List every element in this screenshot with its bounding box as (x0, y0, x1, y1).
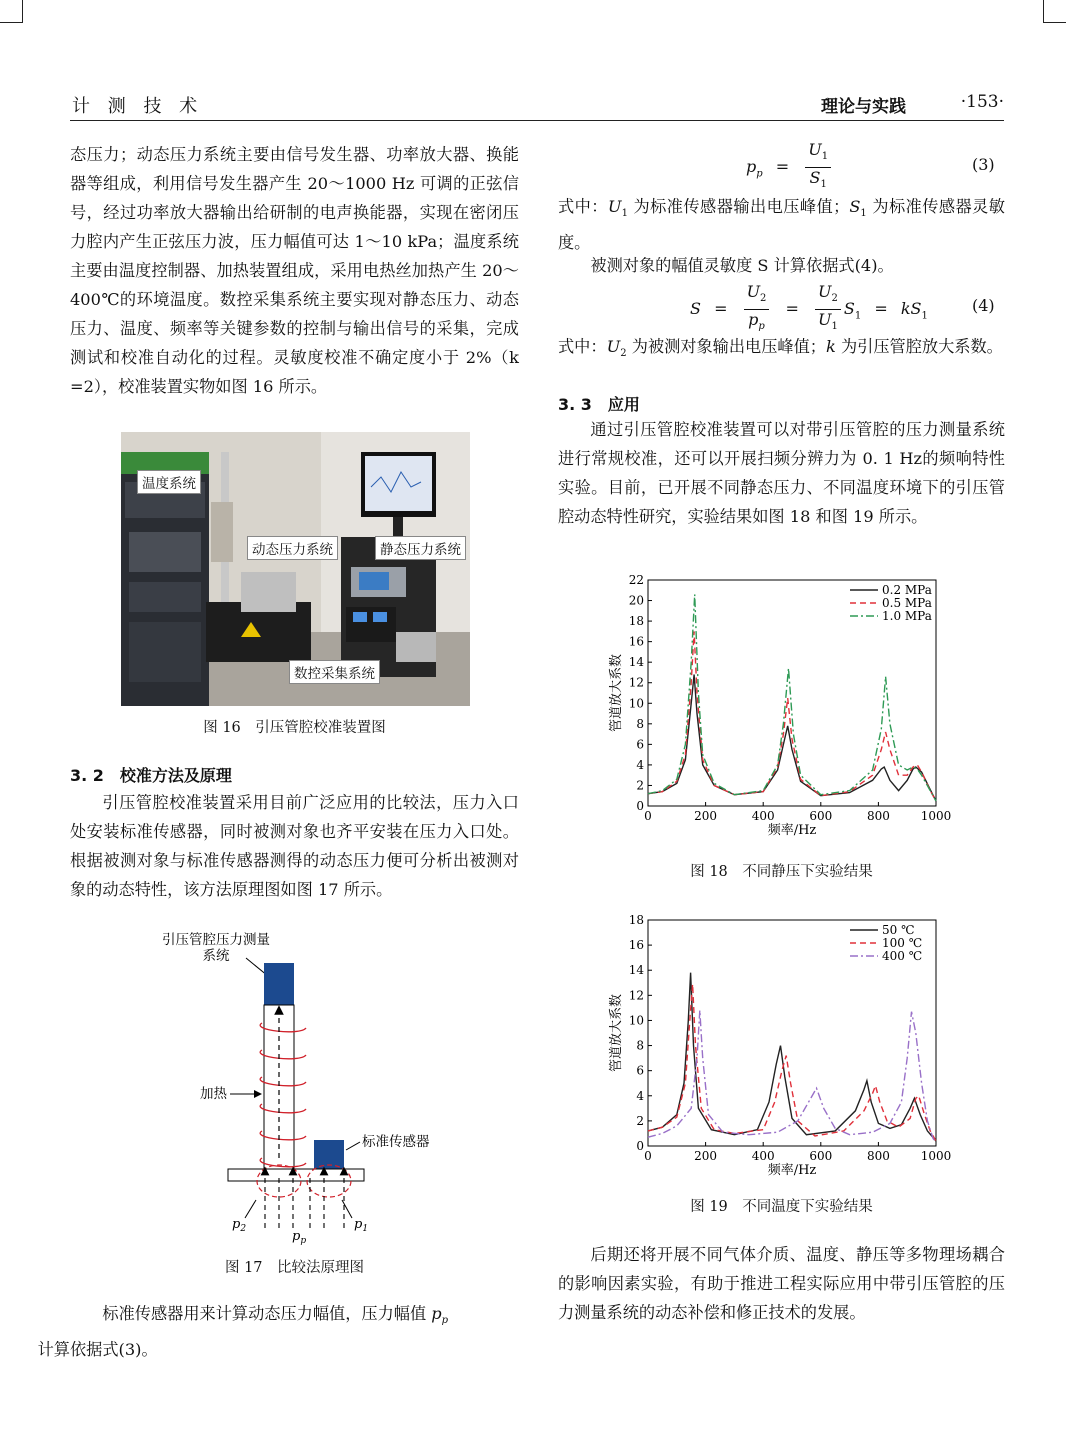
y-tick-label: 10 (628, 696, 644, 711)
y-tick-label: 12 (628, 988, 644, 1003)
y-tick-label: 14 (628, 963, 644, 978)
y-tick-label: 8 (636, 1038, 644, 1053)
eq4-equals-1: = (714, 299, 728, 319)
eq4-note-var-k: k (826, 337, 836, 356)
y-tick-label: 4 (636, 757, 644, 772)
eq3-num: U (808, 140, 822, 159)
paragraph-6: 后期还将开展不同气体介质、温度、静压等多物理场耦合的影响因素实验，有助于推进工程实际应用中带引压管腔的压力测量系统的动态补偿和修正技术的发展。 (558, 1245, 1005, 1322)
paragraph-2: 引压管腔校准装置采用目前广泛应用的比较法，压力入口处安装标准传感器，同时被测对象也齐平安装在压力入口处。根据被测对象与标准传感器测得的动态压力便可分析出被测对象的动态特性，该方法原理图如图 17 所示。 (70, 793, 519, 899)
y-tick-label: 8 (636, 716, 644, 731)
paragraph-3-var-sub: p (441, 1315, 449, 1327)
paragraph-3-var: p (431, 1304, 442, 1323)
eq4-note-a: 式中： (558, 337, 607, 356)
y-tick-label: 6 (636, 1063, 644, 1078)
paragraph-3 (37, 1299, 519, 1364)
equation-4-number: (4) (972, 296, 995, 315)
eq4-f1-num-sub: 2 (760, 293, 767, 305)
y-tick-label: 0 (636, 799, 644, 813)
y-tick-label: 2 (636, 778, 644, 793)
eq3-note-var-s: S (849, 197, 861, 216)
eq4-fraction-1 (744, 282, 770, 337)
equation-3 (746, 140, 834, 195)
x-tick-label: 200 (694, 809, 718, 823)
eq4-f2-num: U (818, 282, 832, 301)
eq4-fraction-2 (815, 282, 841, 337)
x-tick-label: 400 (751, 809, 775, 823)
eq4-s1: S (843, 299, 855, 319)
legend-label-1: 50 ℃ (882, 923, 915, 937)
eq3-num-sub: 1 (821, 151, 829, 163)
figure-17-caption: 图 17 比较法原理图 (224, 1260, 365, 1276)
eq4-f2-den: U (818, 310, 832, 330)
y-tick-label: 18 (628, 614, 644, 629)
series-line-1 (648, 675, 936, 801)
y-tick-label: 6 (636, 737, 644, 752)
section-3-2-heading: 3. 2 校准方法及原理 (70, 766, 232, 785)
eq3-note-var-s-sub: 1 (860, 208, 867, 220)
eq4-f1-den-sub: p (758, 321, 765, 333)
eq4-equals-3: = (874, 299, 888, 319)
section-3-3-heading: 3. 3 应用 (558, 395, 640, 414)
journal-title: 计 测 技 术 (72, 96, 204, 117)
legend-label-3: 400 ℃ (882, 949, 923, 963)
eq3-note-var-u-sub: 1 (621, 208, 628, 220)
y-tick-label: 12 (628, 675, 644, 690)
y-axis-label: 管道放大系数 (609, 653, 624, 733)
label-daq-system: 数控采集系统 (289, 660, 380, 684)
paragraph-5: 通过引压管腔校准装置可以对带引压管腔的压力测量系统进行常规校准，还可以开展扫频分辨力为 0. 1 Hz的频响特性实验。目前，已开展不同静态压力、不同温度环境下的引压管腔动态特性研究，实验结果如图 18 和图 19 所示。 (558, 420, 1005, 526)
eq4-note-c: 为被测对象输出电压峰值； (626, 337, 826, 356)
crop-mark-left (0, 0, 23, 23)
eq4-f2-num-sub: 2 (831, 293, 838, 305)
eq3-den-sub: 1 (820, 179, 827, 191)
y-tick-label: 0 (636, 1139, 644, 1153)
figure-16-caption: 图 16 引压管腔校准装置图 (203, 720, 386, 736)
eq3-lhs-sub: p (756, 168, 763, 180)
label-static-system: 静态压力系统 (375, 536, 466, 560)
y-tick-label: 22 (628, 573, 644, 587)
x-tick-label: 0 (644, 1149, 652, 1163)
eq4-f1-num: U (746, 282, 761, 301)
y-tick-label: 4 (636, 1088, 644, 1103)
eq3-lhs: p (746, 157, 757, 177)
x-tick-label: 800 (866, 809, 890, 823)
figure-19-chart (600, 912, 960, 1188)
legend-label-1: 0.2 MPa (882, 583, 932, 597)
figure-18-caption: 图 18 不同静压下实验结果 (690, 864, 873, 880)
svg-text:p2 (232, 1217, 246, 1234)
figure-17-diagram (150, 928, 470, 1250)
label-pp-sub: p (300, 1236, 307, 1246)
eq4-rhs-sub: 1 (921, 310, 928, 322)
x-tick-label: 800 (866, 1149, 890, 1163)
eq4-s1-sub: 1 (854, 310, 862, 322)
heat-label: 加热 (200, 1086, 227, 1102)
eq4-f1-den: p (748, 310, 759, 330)
x-tick-label: 400 (751, 1149, 775, 1163)
paragraph-3-text-b: 计算依据式(3)。 (37, 1340, 158, 1360)
x-tick-label: 1000 (920, 1149, 952, 1163)
paragraph-1: 态压力；动态压力系统主要由信号发生器、功率放大器、换能器等组成，利用信号发生器产生 20～1000 Hz 可调的正弦信号，经过功率放大器输出给研制的电声换能器，实现在密闭压力腔内产生正弦压力波，压力幅值可达 1～10 kPa；温度系统主要由温度控制器、加热装置组成，采用电热丝加热产生 20～400℃的环境温度。数控采集系统主要实现对静态压力、动态压力、温度、频率等关键参数的控制与输出信号的采集，完成测试和校准自动化的过程。灵敏度校准不确定度小于 2%（k =2），校准装置实物如图 16 所示。 (70, 145, 519, 396)
x-tick-label: 0 (644, 809, 652, 823)
paragraph-3-text-a: 标准传感器用来计算动态压力幅值，压力幅值 (102, 1304, 432, 1323)
x-tick-label: 600 (809, 809, 833, 823)
eq4-lhs: S (690, 299, 701, 319)
label-p2-sub: 2 (240, 1224, 247, 1234)
equation-3-number: (3) (972, 155, 995, 174)
legend-label-2: 0.5 MPa (882, 596, 932, 610)
eq4-note-var-u-sub: 2 (620, 348, 627, 360)
y-tick-label: 16 (628, 938, 644, 953)
eq3-fraction (805, 140, 831, 195)
legend-label-3: 1.0 MPa (882, 609, 932, 623)
y-tick-label: 14 (628, 655, 644, 670)
paragraph-4: 被测对象的幅值灵敏度 S 计算依据式(4)。 (590, 256, 894, 275)
eq4-note-e: 为引压管腔放大系数。 (835, 337, 1003, 356)
figure-18-chart (600, 572, 960, 848)
y-axis-label: 管道放大系数 (609, 993, 624, 1073)
eq3-note-var-u: U (607, 197, 622, 216)
svg-text:pp (292, 1229, 306, 1246)
measured-sensor-block (264, 963, 294, 1005)
series-line-3 (648, 1010, 936, 1142)
eq4-rhs: kS (900, 299, 922, 319)
page-header (70, 92, 1004, 121)
eq3-note (558, 192, 1005, 257)
x-tick-label: 600 (809, 1149, 833, 1163)
y-tick-label: 20 (628, 593, 644, 608)
eq4-note-var-u: U (606, 337, 621, 356)
figure-16-photo (121, 432, 470, 706)
eq3-den: S (809, 168, 821, 188)
label-pp: p (292, 1229, 301, 1244)
svg-text:p1 (354, 1217, 368, 1234)
x-axis-label: 频率/Hz (767, 823, 817, 838)
system-label-line1: 引压管腔压力测量 (162, 932, 270, 948)
label-dynamic-system: 动态压力系统 (247, 536, 338, 560)
equation-4 (690, 282, 928, 337)
standard-sensor-label: 标准传感器 (362, 1134, 430, 1150)
y-tick-label: 10 (628, 1013, 644, 1028)
eq3-note-c: 为标准传感器输出电压峰值； (627, 197, 850, 216)
y-tick-label: 2 (636, 1113, 644, 1128)
eq4-note (558, 332, 1005, 368)
eq3-equals: = (775, 157, 790, 177)
eq3-note-a: 式中： (558, 197, 608, 216)
y-tick-label: 16 (628, 634, 644, 649)
system-label-line2: 系统 (202, 948, 230, 964)
figure-19-caption: 图 19 不同温度下实验结果 (690, 1199, 873, 1215)
label-temp-system: 温度系统 (137, 470, 201, 494)
label-p2: p (232, 1217, 241, 1232)
label-p1: p (354, 1217, 363, 1232)
x-tick-label: 200 (694, 1149, 718, 1163)
y-tick-label: 18 (628, 913, 644, 927)
x-tick-label: 1000 (920, 809, 952, 823)
eq3-note-e: 为标准传感器灵敏度。 (558, 197, 1005, 253)
x-axis-label: 频率/Hz (767, 1163, 817, 1178)
label-p1-sub: 1 (362, 1224, 369, 1234)
page-number: ·153· (960, 92, 1004, 112)
legend-label-2: 100 ℃ (882, 936, 923, 950)
eq4-f2-den-sub: 1 (831, 321, 838, 333)
crop-mark-right (1043, 0, 1066, 23)
eq4-equals-2: = (785, 299, 799, 319)
section-title: 理论与实践 (821, 97, 906, 117)
